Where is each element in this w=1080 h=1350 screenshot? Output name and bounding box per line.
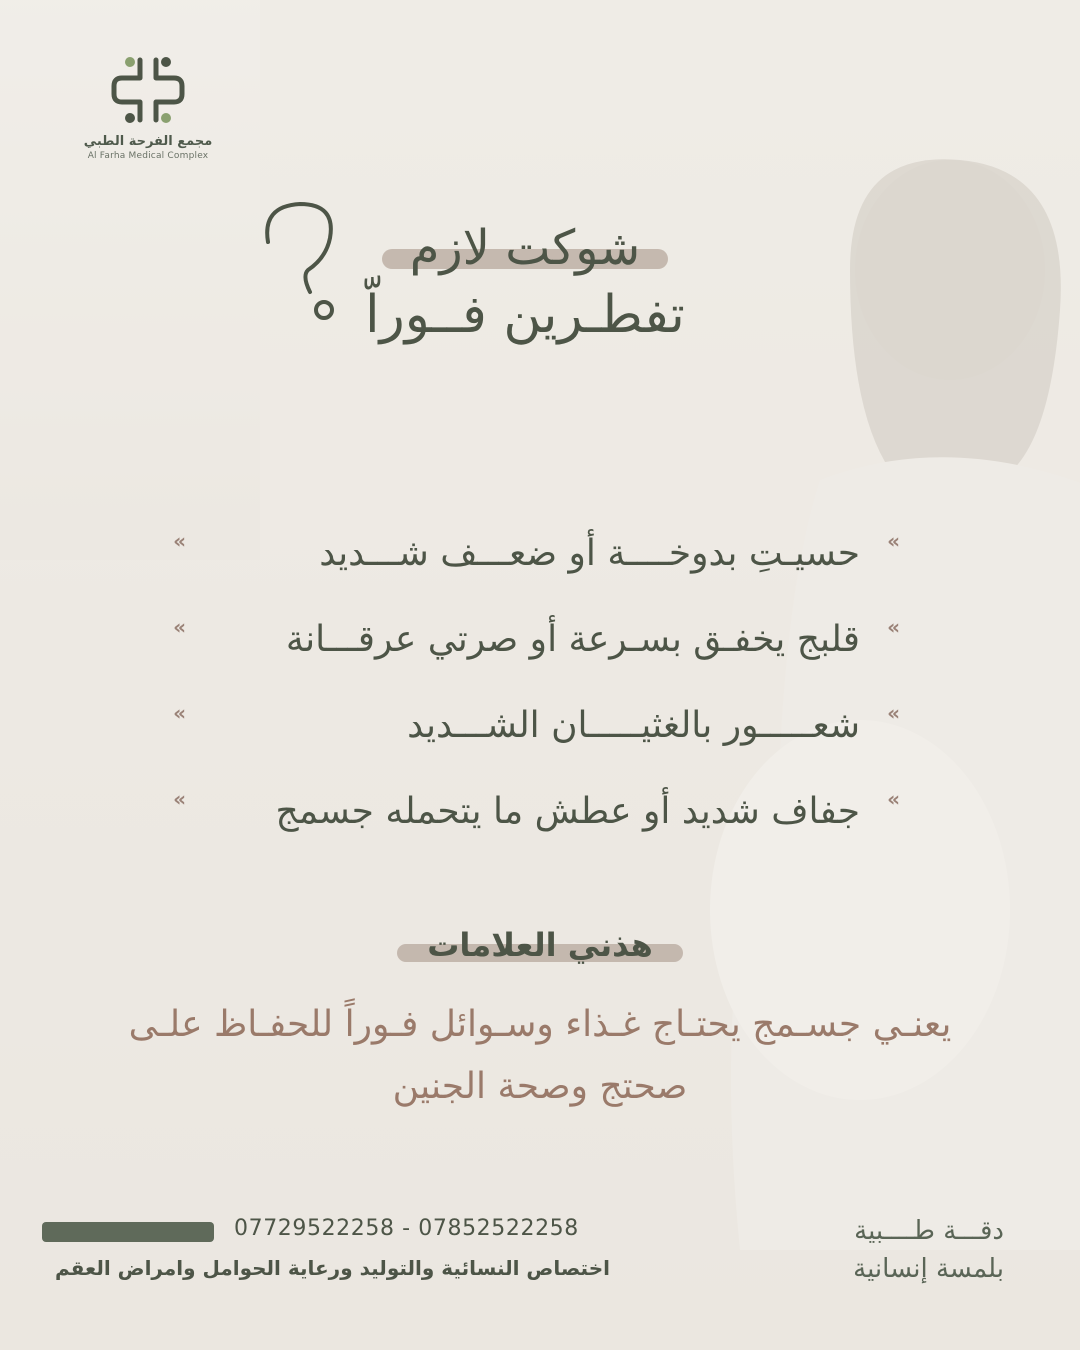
headline [330,222,720,348]
symptom-text: جفاف شديد أو عطش ما يتحمله جسمج [275,790,860,832]
bullet-chevron-icon: » [173,529,186,553]
headline-line1-wrap [410,222,641,275]
logo-name-arabic: مجمع الفرحة الطبي [83,134,213,149]
medical-cross-people-icon [106,52,190,128]
phone-numbers[interactable]: 07729522258 - 07852522258 [234,1216,579,1241]
bullet-chevron-icon: » [173,615,186,639]
bullet-chevron-icon: » [887,787,900,811]
bullet-chevron-icon: » [887,615,900,639]
signs-message: يعنـي جسـمج يحتـاج غـذاء وسـوائل فـوراً للحفـاظ علـى صحتج وصحة الجنين [128,1004,952,1107]
symptom-text: شعـــــور بالغثيـــــان الشـــديد [407,704,860,746]
signs-section [0,926,1080,964]
symptom-text: حسيـتِ بدوخــــة أو ضعـــف شـــديد [319,532,860,574]
logo-name-english: Al Farha Medical Complex [87,151,209,161]
headline-line1: شوكت لازم [409,220,641,276]
bullet-chevron-icon: » [887,701,900,725]
bullet-chevron-icon: » [173,787,186,811]
slogan [784,1212,1004,1288]
bullet-chevron-icon: » [887,529,900,553]
specialty-text: اختصاص النسائية والتوليد ورعاية الحوامل وامراض العقم [54,1256,610,1280]
signs-title: هذني العلامات [427,926,653,964]
slogan-line2: بلمسة إنسانية [853,1254,1004,1284]
headline-line2: تفطـرين فــوراّ [365,284,685,345]
symptom-text: قلبج يخفـق بسـرعة أو صرتي عرقـــانة [285,618,860,660]
footer-accent-bar [42,1222,214,1242]
slogan-line1: دقـــة طــــبية [854,1216,1004,1246]
list-item [168,682,920,768]
bullet-chevron-icon: » [173,701,186,725]
clinic-logo [78,52,218,161]
signs-title-wrap [427,926,653,964]
list-item [168,768,920,854]
list-item [168,510,920,596]
list-item [168,596,920,682]
symptom-list [168,510,920,854]
